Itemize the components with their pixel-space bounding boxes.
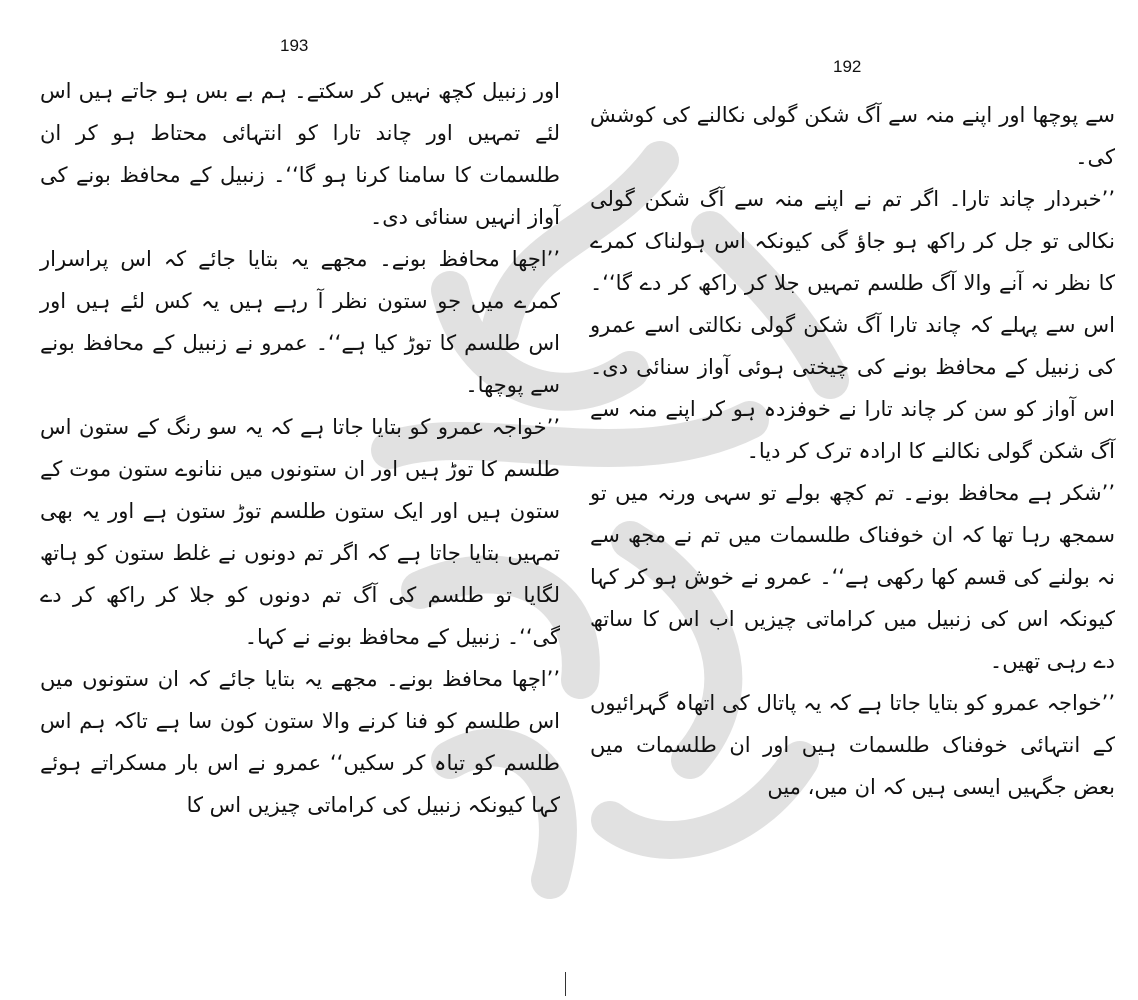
page-number: 193	[280, 36, 309, 55]
page-number: 192	[833, 57, 862, 76]
paragraph: ’’اچھا محافظ بونے۔ مجھے یہ بتایا جائے کہ ان ستونوں میں اس طلسم کو فنا کرنے والا ستون کون سا ہے تاکہ ہم اس طلسم کو تباہ کر سکیں‘‘ عمرو نے اس بار مسکراتے ہوئے کہا کیونکہ زنبیل کی کراماتی چیزیں اس کا	[40, 667, 560, 817]
paragraph: ’’اچھا محافظ بونے۔ مجھے یہ بتایا جائے کہ اس پراسرار کمرے میں جو ستون نظر آ رہے ہیں یہ کس لئے ہیں اور اس طلسم کا توڑ کیا ہے‘‘۔ عمرو نے زنبیل کے محافظ بونے سے پوچھا۔	[40, 247, 560, 397]
page-left	[40, 0, 560, 1000]
paragraph: ’’شکر ہے محافظ بونے۔ تم کچھ بولے تو سہی ورنہ میں تو سمجھ رہا تھا کہ ان خوفناک طلسمات میں تم نے مجھ سے نہ بولنے کی قسم کھا رکھی ہے‘‘۔ عمرو نے خوش ہو کر کہا کیونکہ اس کی زنبیل میں کراماتی چیزیں اب اس کا ساتھ دے رہی تھیں۔	[590, 481, 1115, 673]
paragraph: ’’خواجہ عمرو کو بتایا جاتا ہے کہ یہ پاتال کی اتھاہ گہرائیوں کے انتہائی خوفناک طلسمات ہیں اور ان طلسمات میں بعض جگہیں ایسی ہیں کہ ان میں، میں	[590, 691, 1115, 799]
page-body	[590, 94, 1115, 808]
paragraph: ’’خواجہ عمرو کو بتایا جاتا ہے کہ یہ سو رنگ کے ستون اس طلسم کا توڑ ہیں اور ان ستونوں میں ننانوے ستون موت کے ستون ہیں اور ایک ستون طلسم توڑ ستون ہے اور یہ بھی تمہیں بتایا جاتا ہے کہ اگر تم دونوں نے غلط ستون کو ہاتھ لگایا تو طلسم کی آگ تم دونوں کو جلا کر راکھ کر دے گی‘‘۔ زنبیل کے محافظ بونے نے کہا۔	[40, 415, 560, 649]
paragraph: سے پوچھا اور اپنے منہ سے آگ شکن گولی نکالنے کی کوشش کی۔	[590, 103, 1115, 169]
page-body	[40, 70, 560, 826]
paragraph: اور زنبیل کچھ نہیں کر سکتے۔ ہم بے بس ہو جاتے ہیں اس لئے تمہیں اور چاند تارا کو انتہائی محتاط ہو کر ان طلسمات کا سامنا کرنا ہو گا‘‘۔ زنبیل کے محافظ بونے کی آواز انہیں سنائی دی۔	[40, 79, 560, 229]
page-right	[590, 0, 1115, 1000]
paragraph: ’’خبردار چاند تارا۔ اگر تم نے اپنے منہ سے آگ شکن گولی نکالی تو جل کر راکھ ہو جاؤ گی کیونکہ اس ہولناک کمرے کا نظر نہ آنے والا آگ طلسم تمہیں جلا کر راکھ کر دے گا‘‘۔ اس سے پہلے کہ چاند تارا آگ شکن گولی نکالتی اسے عمرو کی زنبیل کے محافظ بونے کی چیختی ہوئی آواز سنائی دی۔ اس آواز کو سن کر چاند تارا نے خوفزدہ ہو کر اپنے منہ سے آگ شکن گولی نکالنے کا ارادہ ترک کر دیا۔	[590, 187, 1115, 463]
page-divider	[565, 972, 566, 996]
